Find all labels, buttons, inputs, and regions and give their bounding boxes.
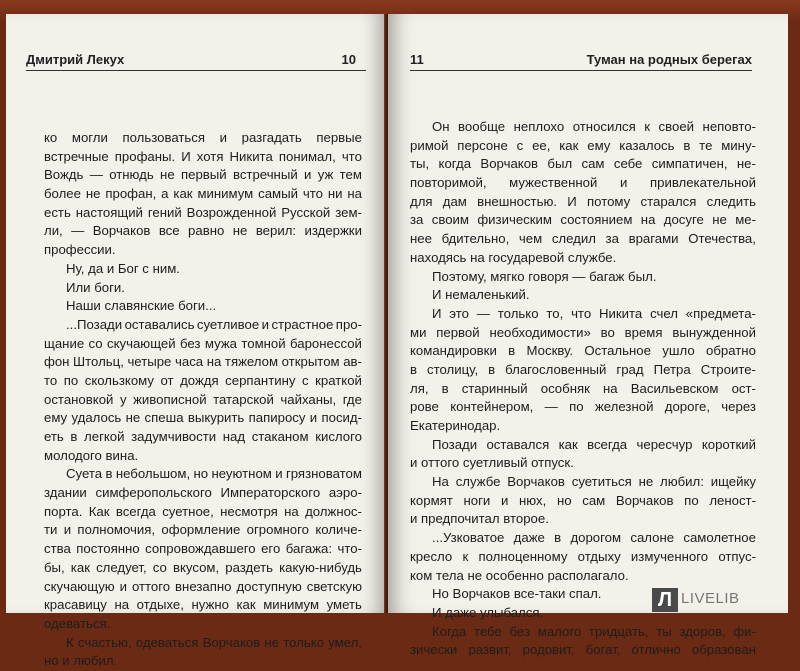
text-line: здании симферопольского Императорского аэро- xyxy=(44,485,362,501)
text-line: молодого вина. xyxy=(44,447,139,463)
text-line: встречные профаны. И хотя Никита понимал, что xyxy=(44,148,362,164)
text-line: есть настоящий гений Возрожденной Русской зем- xyxy=(44,204,362,220)
text-line: и оттого суетливый отпуск. xyxy=(410,455,574,471)
text-line: командировки в Москву. Остальное ушло обратно xyxy=(410,343,756,359)
text-line: Екатеринодар. xyxy=(410,418,501,433)
text-line: ко могли пользоваться и разгадать первые xyxy=(44,130,362,145)
right-page xyxy=(388,14,788,658)
text-line: находясь на государевой службе. xyxy=(410,249,617,265)
left-page-number: 10 xyxy=(341,52,356,67)
text-line: ти и полномочия, оформление огромного количе- xyxy=(44,522,362,538)
text-line: порта. Как всегда суетное, несмотря на должнос- xyxy=(44,503,362,519)
text-line: римой персоне с ее, как ему казалось в те мину- xyxy=(410,137,756,153)
text-line: Он вообще неплохо относился к своей неповто- xyxy=(432,119,756,134)
right-running-header xyxy=(410,52,752,71)
text-line: остановкой у живописной татарской чайханы, где xyxy=(44,391,362,407)
text-line: кресло к полноценному отдыху измученного отпус- xyxy=(410,548,756,564)
text-line: ты, когда Ворчаков был сам себе симпатичен, не- xyxy=(410,156,756,172)
text-line: ли, — Ворчаков все равно не верил: издержки xyxy=(44,223,362,239)
text-line: Наши славянские боги... xyxy=(66,298,217,314)
text-line: И даже улыбался. xyxy=(432,604,544,620)
text-line: ...Узковатое даже в дорогом салоне самолетное xyxy=(432,530,756,546)
left-page-body xyxy=(44,129,362,671)
text-line: Когда тебе без малого тридцать, ты здоров, фи- xyxy=(432,623,756,639)
text-line: более не профан, а как минимум самый что ни на xyxy=(44,186,362,202)
text-line: красавицу на отдыхе, нужно как минимум уметь xyxy=(44,597,362,613)
text-line: одеваться. xyxy=(44,615,111,631)
text-line: ми первой необходимости» во время вынужденной xyxy=(410,324,756,340)
text-line: зически развит, родовит, богат, отлично образован xyxy=(410,642,756,658)
watermark-text: LIVELIB xyxy=(681,590,740,607)
text-line: ...Позади оставались суетливое и страстное про- xyxy=(66,316,362,332)
text-line: ля, в старинный особняк на Васильевском ост- xyxy=(410,380,756,396)
text-line: для дам внешностью. И потому старался следить xyxy=(410,193,756,209)
text-line: Вождь — отнюдь не первый встречный и уж тем xyxy=(44,167,362,183)
left-header-title: Дмитрий Лекух xyxy=(26,52,125,67)
text-line: но и любил. xyxy=(44,653,118,669)
right-page-body xyxy=(410,118,756,660)
text-line: Ну, да и Бог с ним. xyxy=(66,260,180,276)
text-line: Поэтому, мягко говоря — багаж был. xyxy=(432,268,657,284)
text-line: профессии. xyxy=(44,242,116,258)
text-line: И немаленький. xyxy=(432,287,530,303)
text-line: На службе Ворчаков суетиться не любил: ищейку xyxy=(432,474,756,490)
text-line: Суета в небольшом, но неуютном и грязноватом xyxy=(66,466,362,482)
text-line: в столицу, в благословенный град Петра Строите- xyxy=(410,361,756,377)
right-page-number: 11 xyxy=(410,52,424,67)
text-line: ства постоянно сопровождавшего его багажа: что- xyxy=(44,541,362,557)
text-line: нее бдительно, чем следил за врагами Отечества, xyxy=(410,231,756,247)
text-line: щание со скучающей без мужа томной баронессой xyxy=(44,335,362,351)
text-line: еть в легкой задумчивости над стаканом кислого xyxy=(44,429,362,444)
left-page xyxy=(6,14,386,669)
text-line: кормят ноги и нюх, но сам Ворчаков по леност- xyxy=(410,492,756,508)
text-line: ком тела не особенно располагало. xyxy=(410,567,629,583)
text-line: за своим физическим состоянием на досуге не ме- xyxy=(410,212,756,228)
text-line: рове контейнером, — по железной дороге, через xyxy=(410,399,756,415)
text-line: фон Штольц, четыре часа на тяжелом открытом ав- xyxy=(44,354,362,370)
text-line: скучающую и оттого внезапно доступную светскую xyxy=(44,578,362,594)
left-running-header xyxy=(26,52,366,71)
text-line: повторимой, мужественной и привлекательной xyxy=(410,175,756,191)
text-line: К счастью, одеваться Ворчаков не только умел, xyxy=(66,634,362,650)
text-line: то по скользкому от дождя серпантину с краткой xyxy=(44,372,362,388)
text-line: Позади оставался как всегда чересчур короткий xyxy=(432,436,756,452)
text-line: и предпочитал второе. xyxy=(410,511,549,527)
livelib-logo-icon: Л xyxy=(652,588,678,612)
text-line: И это — только то, что Никита счел «предмета- xyxy=(432,305,756,321)
text-line: Но Ворчаков все-таки спал. xyxy=(432,586,602,602)
text-line: ему удалось не спеша выкурить папиросу и посид- xyxy=(44,410,362,426)
text-line: Или боги. xyxy=(66,279,125,295)
right-header-title: Туман на родных берегах xyxy=(586,52,752,67)
text-line: бы, как следует, со вкусом, раздеть какую-нибудь xyxy=(44,559,362,575)
